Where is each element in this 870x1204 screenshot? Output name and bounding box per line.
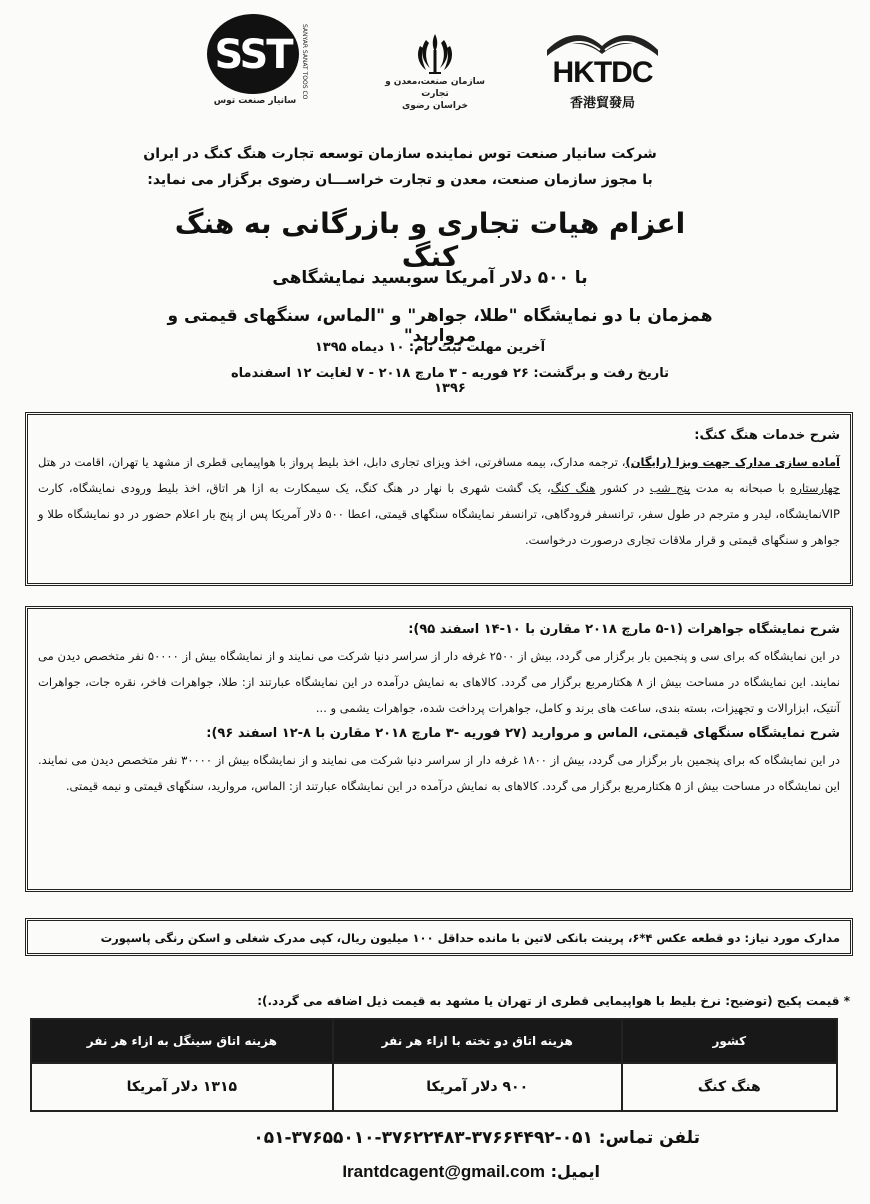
jewelry-text: در این نمایشگاه که برای سی و پنجمین بار برگزار می گردد، بیش از ۲۵۰۰ غرفه دار از سراسر دنیا شرکت می نمایند و از نمایشگاه بیش از ۵۰۰۰۰ نفر متخصص دیدن می نمایند. این نمایشگاه در مساحت بیش از ۸ هکتارمربع برگزار می گردد. کالاهای به نمایش درآمده در این نمایشگاه عبارتند از: طلا، جواهرات فاخر، نقره جات، جواهرات آنتیک، ابزارالات و تجهیزات، بسته بندی، ساعت های برند و کامل، جواهرات پرداخت شده، جواهرات یشمی و ... xyxy=(38,649,840,715)
package-table xyxy=(30,1018,838,1112)
registration-deadline: آخرین مهلت ثبت نام: ۱۰ دیماه ۱۳۹۵ xyxy=(314,340,546,355)
iran-logo-caption-1: سازمان صنعت،معدن و تجارت xyxy=(385,77,485,99)
services-text xyxy=(38,449,840,553)
header-country: کشور xyxy=(622,1019,837,1063)
nights-text: پنج شب xyxy=(649,481,691,495)
iran-logo-caption-2: خراسان رضوی xyxy=(402,101,468,111)
services-box xyxy=(25,412,853,586)
exhibitions-box xyxy=(25,606,853,892)
iran-emblem-icon xyxy=(412,30,458,76)
sst-logo-text: SST xyxy=(214,32,292,78)
services-text-1: ، ترجمه مدارک، بیمه مسافرتی، اخذ ویزای تجاری دابل، اخذ بلیط پرواز با هواپیمایی قطری از مشهد یا تهران، اقامت در هتل xyxy=(38,455,626,469)
package-note: * قیمت پکیج (توضیح: نرخ بلیط با هواپیمایی قطری از تهران یا مشهد به قیمت ذیل اضافه می گردد.): xyxy=(257,994,850,1008)
subtitle-exhibitions: همزمان با دو نمایشگاه "طلا، جواهر" و "الماس، سنگهای قیمتی و مروارید" xyxy=(167,306,713,346)
travel-dates: تاریخ رفت و برگشت: ۲۶ فوریه - ۳ مارچ ۲۰۱۸ - ۷ لغایت ۱۲ اسفندماه ۱۳۹۶ xyxy=(230,366,670,396)
services-text-4: ، یک گشت شهری با نهار در هنگ کنگ، یک سیمکارت به ازا هر اتاق، اخذ بلیط ورودی نمایشگاه، کارت VIPنمایشگاه، لیدر و مترجم در طول سفر، ترانسفر فرودگاهی، ترانسفر نمایشگاه سنگهای قیمتی، اعطا ۵۰۰ دلار آمریکا پس از پنج بار اعلام حضور در دو نمایشگاه طلا و جواهر و سنگهای قیمتی و قرار ملاقات تجاری درصورت درخواست. xyxy=(38,481,840,547)
hotel-text: چهارستاره xyxy=(790,481,841,495)
header-double-room: هزینه اتاق دو تخته با ازاء هر نفر xyxy=(333,1019,622,1063)
hktdc-logo xyxy=(545,28,665,118)
email-line xyxy=(270,1162,600,1182)
hktdc-chinese-text: 香港貿發局 xyxy=(569,96,635,111)
gems-text: در این نمایشگاه که برای پنجمین بار برگزار می گردد، بیش از ۱۸۰۰ غرفه دار از سراسر دنیا شرکت می نمایند و از نمایشگاه بیش از ۳۰۰۰۰ نفر متخصص دیدن می نمایند. این نمایشگاه در مساحت بیش از ۵ هکتارمربع برگزار می گردد. کالاهای به نمایش درآمده در این نمایشگاه عبارتند از: الماس، مروارید، سنگهای قیمتی و نیمه قیمتی. xyxy=(38,753,840,793)
intro-line-2: با مجوز سازمان صنعت، معدن و تجارت خراســـان رضوی برگزار می نماید: xyxy=(147,172,653,188)
package-table-header xyxy=(31,1019,837,1063)
subtitle-subsidy: با ۵۰۰ دلار آمریکا سوبسید نمایشگاهی xyxy=(272,268,588,288)
phone-label: تلفن تماس: xyxy=(598,1128,700,1148)
jewelry-heading: شرح نمایشگاه جواهرات (۱-۵ مارچ ۲۰۱۸ مقارن با ۱۰-۱۴ اسفند ۹۵): xyxy=(408,622,840,637)
phone-numbers: ۰۵۱-۳۷۶۵۵۰۱۰-۳۷۶۲۲۴۸۳-۳۷۶۶۴۴۹۲-۰۵۱ xyxy=(253,1128,593,1148)
services-heading: شرح خدمات هنگ کنگ: xyxy=(694,428,840,443)
gems-heading: شرح نمایشگاه سنگهای قیمتی، الماس و مروارید (۲۷ فوریه -۳ مارچ ۲۰۱۸ مقارن با ۸-۱۲ اسفند ۹۶): xyxy=(206,726,840,741)
visa-text: آماده سازی مدارک جهت ویزا (رایگان) xyxy=(625,455,841,469)
sst-logo-vertical-text: SANYAR SANAT TOOS CO xyxy=(301,24,308,100)
services-text-3: در کشور xyxy=(595,481,650,495)
phone-line xyxy=(170,1128,700,1148)
page-title: اعزام هیات تجاری و بازرگانی به هنگ کنگ xyxy=(174,207,686,273)
cell-double-price: ۹۰۰ دلار آمریکا xyxy=(333,1063,622,1111)
table-row xyxy=(31,1063,837,1111)
hong-kong-text: هنگ کنگ xyxy=(550,481,596,495)
sst-logo-caption: سانیار صنعت توس xyxy=(213,96,297,106)
hktdc-roof-icon xyxy=(545,28,660,58)
documents-box xyxy=(25,918,853,956)
cell-country: هنگ کنگ xyxy=(622,1063,837,1111)
email-address[interactable]: Irantdcagent@gmail.com xyxy=(342,1162,545,1181)
documents-text: مدارک مورد نیاز: دو قطعه عکس ۴*۶، پرینت بانکی لاتین با مانده حداقل ۱۰۰ میلیون ریال، کپی مدرک شغلی و اسکن رنگی پاسپورت xyxy=(100,931,840,945)
sst-logo xyxy=(205,14,315,110)
iran-ministry-logo xyxy=(375,30,495,110)
intro-line-1: شرکت سانیار صنعت توس نماینده سازمان توسعه تجارت هنگ کنگ در ایران xyxy=(143,146,657,162)
email-label: ایمیل: xyxy=(550,1162,600,1181)
header-single-room: هزینه اتاق سینگل به ازاء هر نفر xyxy=(31,1019,333,1063)
services-text-2: با صبحانه به مدت xyxy=(690,481,791,495)
cell-single-price: ۱۳۱۵ دلار آمریکا xyxy=(31,1063,333,1111)
hktdc-logo-text: HKTDC xyxy=(552,56,653,89)
